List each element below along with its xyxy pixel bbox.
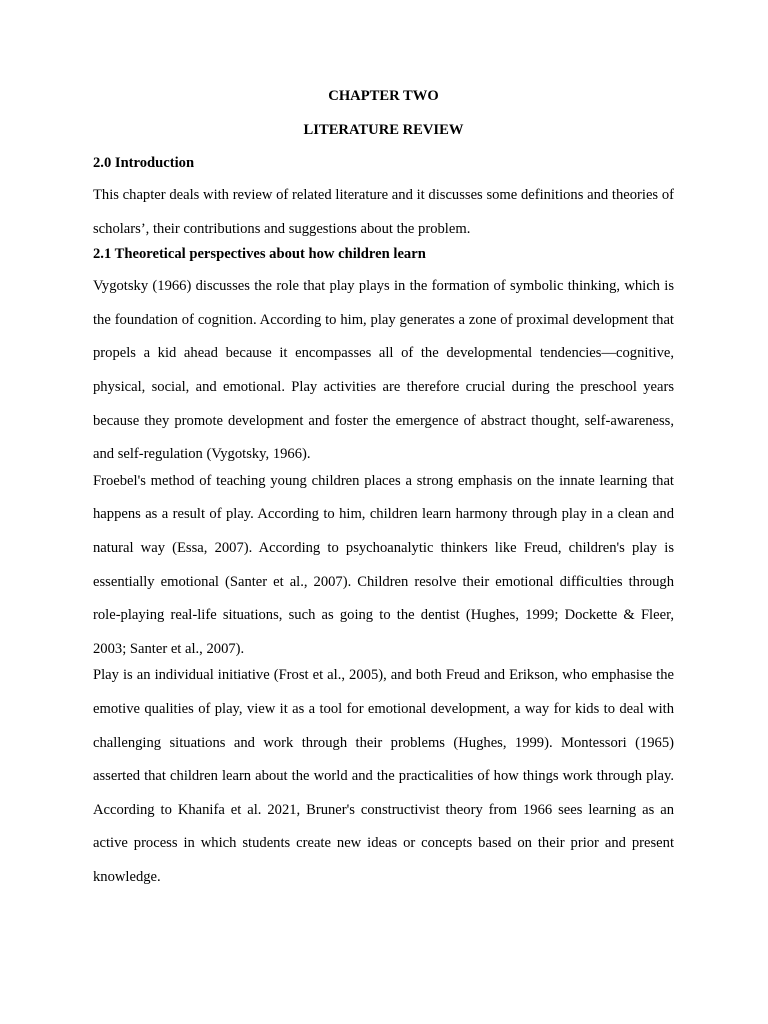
section-heading-theoretical-perspectives: 2.1 Theoretical perspectives about how children learn	[93, 246, 426, 263]
chapter-title: CHAPTER TWO	[328, 88, 439, 104]
section-heading-introduction: 2.0 Introduction	[93, 155, 195, 171]
play-initiative-paragraph: Play is an individual initiative (Frost et al., 2005), and both Freud and Erikson, who emphasise the emotive qualities of play, view it as a tool for emotional development, a way for kids to deal with challenging situations and work through their problems (Hughes, 1999). Montessori (1965) asserted that children learn about the world and the practicalities of how things work through play. According to Khanifa et al. 2021, Bruner's constructivist theory from 1966 sees learning as an active process in which students create new ideas or concepts based on their prior and present knowledge.	[93, 667, 674, 885]
introduction-paragraph: This chapter deals with review of related literature and it discusses some definitions and theories of scholars’, their contributions and suggestions about the problem.	[93, 187, 674, 237]
document-page	[93, 86, 674, 894]
vygotsky-paragraph: Vygotsky (1966) discusses the role that play plays in the formation of symbolic thinking, which is the foundation of cognition. According to him, play generates a zone of proximal development that propels a kid ahead because it encompasses all of the developmental tendencies—cognitive, physical, social, and emotional. Play activities are therefore crucial during the preschool years because they promote development and foster the emergence of abstract thought, self-awareness, and self-regulation (Vygotsky, 1966).	[93, 278, 674, 463]
chapter-subtitle: LITERATURE REVIEW	[303, 122, 464, 138]
froebel-paragraph: Froebel's method of teaching young children places a strong emphasis on the innate learning that happens as a result of play. According to him, children learn harmony through play in a clean and natural way (Essa, 2007). According to psychoanalytic thinkers like Freud, children's play is essentially emotional (Santer et al., 2007). Children resolve their emotional difficulties through role-playing real-life situations, such as going to the dentist (Hughes, 1999; Dockette & Fleer, 2003; Santer et al., 2007).	[93, 472, 674, 657]
